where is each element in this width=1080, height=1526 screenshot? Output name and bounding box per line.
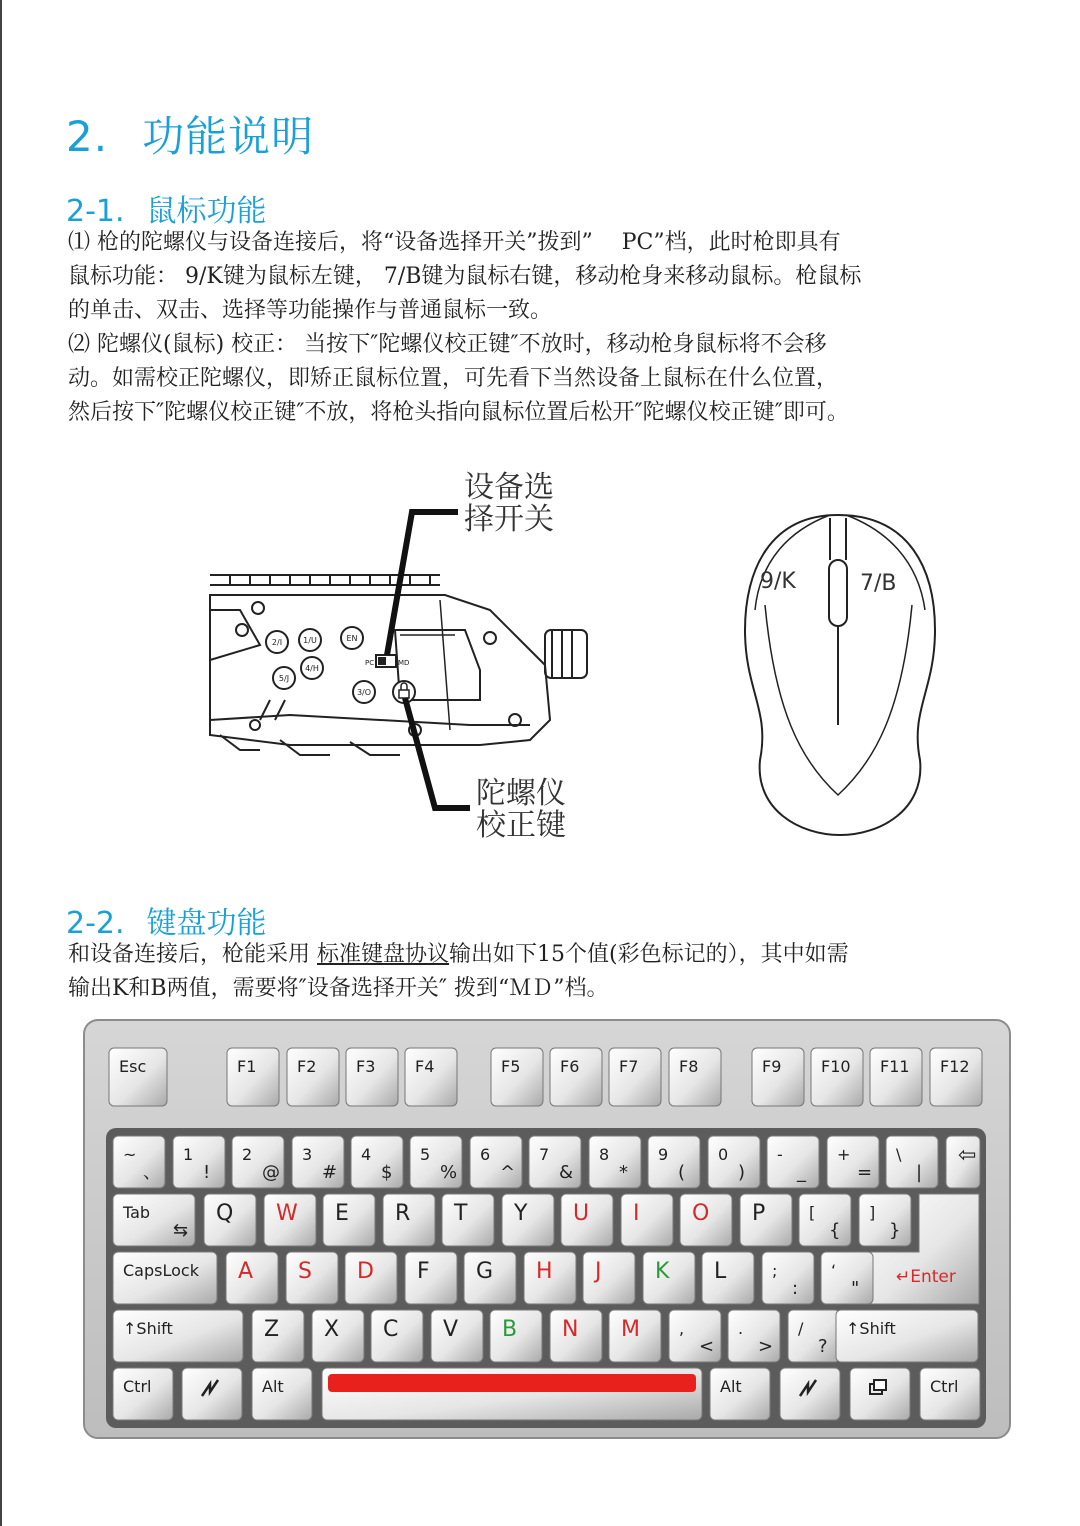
svg-text:K: K [655,1259,670,1284]
gun-button-label: 1/U [303,636,317,645]
calibration-callout-label: 陀螺仪 校正键 [476,776,566,843]
key-space [322,1368,702,1420]
key-lbracket [799,1194,851,1246]
key-b [490,1310,542,1362]
svg-text:F10: F10 [821,1057,851,1076]
key-j [583,1252,635,1304]
key-capslock [113,1252,217,1304]
key-f9 [752,1048,804,1106]
page-edge-rule [0,0,2,1526]
key-rbracket [859,1194,911,1246]
key-v [431,1310,483,1362]
svg-text:\: \ [896,1145,902,1164]
key-f11 [870,1048,922,1106]
svg-text:H: H [536,1259,553,1284]
svg-text:@: @ [262,1162,280,1183]
svg-text:-: - [777,1145,783,1164]
svg-text:=: = [857,1162,873,1183]
key-w [264,1194,316,1246]
svg-text:%: % [440,1162,458,1183]
keyboard-diagram [82,1018,1012,1440]
svg-text:PC: PC [365,659,375,667]
svg-text:N: N [562,1317,579,1342]
svg-text:F1: F1 [237,1057,257,1076]
gun-button-label: 3/O [356,688,372,697]
svg-text:X: X [324,1317,340,1342]
svg-text:): ) [738,1162,746,1183]
svg-text:R: R [395,1201,411,1226]
svg-text:~: ~ [123,1145,137,1164]
svg-text:F9: F9 [762,1057,782,1076]
svg-text:F: F [417,1259,430,1284]
key-semicolon [762,1252,814,1304]
svg-text:Ctrl: Ctrl [930,1377,959,1396]
key-y [502,1194,554,1246]
gun-button-label: 4/H [305,664,319,673]
svg-text:.: . [738,1319,744,1338]
key-h [524,1252,576,1304]
svg-text:L: L [714,1259,727,1284]
svg-text:9: 9 [658,1145,669,1164]
windows-key-icon [182,1368,242,1420]
svg-text:C: C [383,1317,399,1342]
key-ctrl [920,1368,980,1420]
key-tilde [113,1136,165,1188]
svg-text:F12: F12 [940,1057,970,1076]
key-x [312,1310,364,1362]
key-esc [109,1048,167,1106]
key-9 [648,1136,700,1188]
svg-text:D: D [357,1259,374,1284]
key-f [405,1252,457,1304]
svg-text:A: A [238,1259,254,1284]
svg-text:3: 3 [302,1145,313,1164]
svg-text:O: O [692,1201,710,1226]
svg-text:E: E [335,1201,349,1226]
svg-text:F11: F11 [880,1057,910,1076]
mouse-right-label: 7/B [860,571,897,596]
key-comma [669,1310,721,1362]
key-d [345,1252,397,1304]
svg-text:5: 5 [420,1145,431,1164]
key-a [226,1252,278,1304]
key-e [323,1194,375,1246]
svg-text:I: I [633,1201,640,1226]
svg-text:#: # [322,1162,338,1183]
key-4 [351,1136,403,1188]
key-n [550,1310,602,1362]
svg-text:|: | [916,1162,923,1183]
key-f3 [346,1048,398,1106]
gun-button-label: 2/I [271,638,283,647]
key-f2 [287,1048,339,1106]
windows-key-icon [780,1368,840,1420]
svg-text:F2: F2 [297,1057,317,1076]
key-enter [896,1267,956,1287]
gun-button-label: EN [346,634,358,643]
key-slash [788,1310,840,1362]
key-3 [292,1136,344,1188]
svg-text:MD: MD [398,659,410,667]
svg-text:6: 6 [480,1145,491,1164]
key-f4 [405,1048,457,1106]
svg-text:*: * [619,1162,628,1183]
key-alt [252,1368,312,1420]
svg-text:J: J [595,1259,602,1284]
key-f7 [609,1048,661,1106]
key-u [561,1194,613,1246]
svg-text:>: > [758,1336,774,1357]
svg-text:/: / [798,1319,804,1338]
svg-text:4: 4 [361,1145,372,1164]
svg-text:{: { [829,1220,841,1241]
section-heading-keyboard: 2-2. 键盘功能 [66,906,267,941]
mouse-left-label: 9/K [760,569,796,594]
key-z [252,1310,304,1362]
key-minus [767,1136,819,1188]
key-l [702,1252,754,1304]
svg-text:P: P [752,1201,766,1226]
key-tab [113,1194,195,1246]
svg-text:Esc: Esc [119,1057,147,1076]
svg-text:‘: ‘ [831,1261,837,1280]
svg-text:F5: F5 [501,1057,521,1076]
svg-text:Tab: Tab [123,1203,151,1222]
svg-text:}: } [889,1220,901,1241]
svg-text:2: 2 [242,1145,253,1164]
svg-text:7: 7 [539,1145,550,1164]
svg-text:↑Shift: ↑Shift [123,1319,173,1338]
svg-text:Alt: Alt [262,1377,284,1396]
key-backslash [886,1136,938,1188]
key-alt [710,1368,770,1420]
key-period [728,1310,780,1362]
svg-text:F3: F3 [356,1057,376,1076]
key-f6 [550,1048,602,1106]
svg-text:]: ] [869,1203,876,1222]
svg-text:Q: Q [216,1201,234,1226]
key-0 [708,1136,760,1188]
svg-text:F6: F6 [560,1057,580,1076]
switch-callout-label: 设备选 择开关 [464,470,554,537]
svg-text:_: _ [797,1162,806,1183]
key-2 [232,1136,284,1188]
key-o [680,1194,732,1246]
svg-text:F7: F7 [619,1057,639,1076]
svg-text:$: $ [381,1162,393,1183]
svg-text:W: W [276,1201,298,1226]
key-t [442,1194,494,1246]
key-m [609,1310,661,1362]
svg-text:Alt: Alt [720,1377,742,1396]
section-heading-mouse: 2-1. 鼠标功能 [66,194,267,229]
key-k [643,1252,695,1304]
mouse-diagram [730,510,950,840]
svg-text:": " [851,1278,860,1299]
svg-text:⇆: ⇆ [173,1220,189,1241]
key-shift [836,1310,978,1362]
key-plus [827,1136,879,1188]
key-p [740,1194,792,1246]
page-title: 2. 功能说明 [66,112,315,161]
device-switch [365,655,409,667]
key-shift [113,1310,243,1362]
key-f10 [811,1048,863,1106]
key-s [286,1252,338,1304]
svg-text:↵Enter: ↵Enter [896,1267,956,1287]
key-f1 [227,1048,279,1106]
svg-text:?: ? [818,1336,828,1357]
svg-text:B: B [502,1317,518,1342]
svg-text:8: 8 [599,1145,610,1164]
svg-text:1: 1 [183,1145,194,1164]
svg-text:Y: Y [514,1201,528,1226]
svg-text:Ctrl: Ctrl [123,1377,152,1396]
svg-text:、: 、 [143,1162,161,1183]
svg-text:&: & [559,1162,574,1183]
svg-text:!: ! [203,1162,211,1183]
key-q [204,1194,256,1246]
key-i [621,1194,673,1246]
svg-text:CapsLock: CapsLock [123,1261,199,1280]
svg-text:,: , [679,1319,685,1338]
svg-text:Z: Z [264,1317,280,1342]
key-r [383,1194,435,1246]
svg-text:[: [ [809,1203,816,1222]
key-1 [173,1136,225,1188]
svg-text:↑Shift: ↑Shift [846,1319,896,1338]
svg-text:0: 0 [718,1145,729,1164]
svg-text:U: U [573,1201,590,1226]
key-5 [410,1136,462,1188]
key-7 [529,1136,581,1188]
key-8 [589,1136,641,1188]
svg-text:M: M [621,1317,640,1342]
svg-text:V: V [443,1317,459,1342]
svg-text:;: ; [772,1261,778,1280]
key-6 [470,1136,522,1188]
svg-text:F4: F4 [415,1057,435,1076]
svg-text:F8: F8 [679,1057,699,1076]
svg-text:S: S [298,1259,312,1284]
key-g [464,1252,516,1304]
key-f12 [930,1048,982,1106]
keyboard-function-text: 和设备连接后，枪能采用 标准键盘协议输出如下15个值(彩色标记的），其中如需 输出K和B两值，需要将″设备选择开关″ 拨到“ＭＤ”档。 [68,942,849,1001]
key-ctrl [113,1368,173,1420]
svg-text:⇦: ⇦ [958,1143,977,1168]
svg-text::: : [792,1278,799,1299]
svg-text:<: < [699,1336,715,1357]
gun-button-label: 5/J [278,674,290,683]
svg-text:G: G [476,1259,494,1284]
key-f5 [491,1048,543,1106]
menu-key-icon [850,1368,910,1420]
key-quote [821,1252,873,1304]
key-f8 [669,1048,721,1106]
svg-text:^: ^ [500,1162,516,1183]
svg-text:+: + [837,1145,851,1164]
mouse-function-text: ⑴ 枪的陀螺仪与设备连接后，将“设备选择开关”拨到” PC”档，此时枪即具有 鼠标功能： 9/K键为鼠标左键， 7/B键为鼠标右键，移动枪身来移动鼠标。枪鼠标 的单击、双击、选择等功能操作与普通鼠标一致。 ⑵ 陀螺仪(鼠标) 校正： 当按下″陀螺仪校正键″不放时，移动枪身鼠标将不会移 动。如需校正陀螺仪，即矫正鼠标位置，可先看下当然设备上鼠标在什么位置， 然后按下″陀螺仪校正键″不放，将枪头指向鼠标位置后松开″陀螺仪校正键″即可。 [68,230,862,425]
key-c [371,1310,423,1362]
svg-text:T: T [454,1201,468,1226]
svg-text:(: ( [678,1162,686,1183]
key-backspace [946,1136,980,1188]
